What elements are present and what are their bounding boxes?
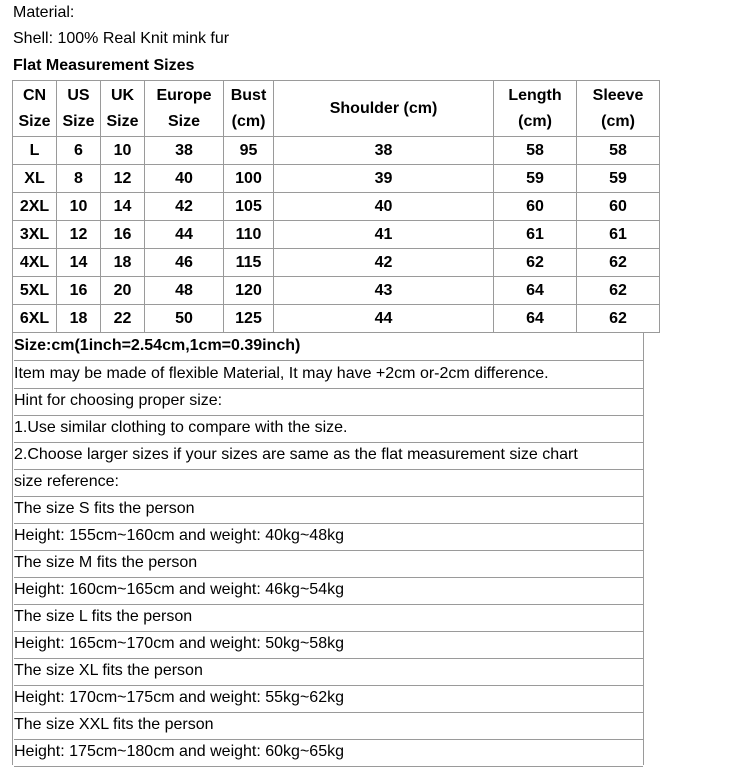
table-cell: 18 [101, 249, 145, 277]
table-cell: 8 [57, 165, 101, 193]
table-cell: XL [13, 165, 57, 193]
column-header [494, 81, 577, 137]
column-header-line: Size [106, 112, 139, 130]
table-cell: 6XL [13, 305, 57, 333]
table-cell: 61 [577, 221, 660, 249]
table-row [13, 193, 660, 221]
column-header [577, 81, 660, 137]
table-cell: 40 [145, 165, 224, 193]
table-cell: 44 [145, 221, 224, 249]
table-cell: 12 [57, 221, 101, 249]
table-cell: 62 [577, 305, 660, 333]
table-row [13, 277, 660, 305]
table-cell: 59 [577, 165, 660, 193]
table-cell: 44 [274, 305, 494, 333]
table-cell: 62 [577, 249, 660, 277]
column-header-line: Length [508, 86, 562, 104]
table-cell: 125 [224, 305, 274, 333]
note-line: Height: 165cm~170cm and weight: 50kg~58kg [14, 631, 643, 659]
table-cell: 12 [101, 165, 145, 193]
table-cell: L [13, 137, 57, 165]
size-unit-note: Size:cm(1inch=2.54cm,1cm=0.39inch) [14, 333, 643, 361]
table-cell: 16 [57, 277, 101, 305]
column-header-line: Europe [156, 86, 212, 104]
table-cell: 50 [145, 305, 224, 333]
table-cell: 6 [57, 137, 101, 165]
table-cell: 62 [494, 249, 577, 277]
table-cell: 61 [494, 221, 577, 249]
table-cell: 105 [224, 193, 274, 221]
table-row [13, 305, 660, 333]
table-cell: 20 [101, 277, 145, 305]
note-line: Height: 155cm~160cm and weight: 40kg~48kg [14, 523, 643, 551]
table-cell: 64 [494, 305, 577, 333]
table-cell: 39 [274, 165, 494, 193]
note-line: Hint for choosing proper size: [14, 388, 643, 416]
table-cell: 42 [274, 249, 494, 277]
table-cell: 10 [101, 137, 145, 165]
material-label: Material: [13, 4, 75, 21]
column-header-line: Bust [230, 86, 267, 104]
column-header [57, 81, 101, 137]
size-chart-table [12, 80, 660, 333]
table-cell: 10 [57, 193, 101, 221]
table-title: Flat Measurement Sizes [13, 57, 195, 74]
column-header-line: CN [22, 86, 47, 104]
column-header-line: Size [62, 112, 95, 130]
table-cell: 43 [274, 277, 494, 305]
note-line: 1.Use similar clothing to compare with the size. [14, 415, 643, 443]
table-cell: 95 [224, 137, 274, 165]
table-cell: 58 [494, 137, 577, 165]
column-header-line: Size [167, 112, 200, 130]
note-line: Height: 175cm~180cm and weight: 60kg~65kg [14, 739, 643, 767]
table-cell: 46 [145, 249, 224, 277]
table-cell: 5XL [13, 277, 57, 305]
column-header-line: (cm) [601, 112, 635, 130]
table-cell: 120 [224, 277, 274, 305]
table-cell: 22 [101, 305, 145, 333]
table-cell: 41 [274, 221, 494, 249]
table-cell: 2XL [13, 193, 57, 221]
table-header-row [13, 81, 660, 137]
table-cell: 16 [101, 221, 145, 249]
column-header [101, 81, 145, 137]
table-cell: 40 [274, 193, 494, 221]
table-cell: 3XL [13, 221, 57, 249]
note-line: The size S fits the person [14, 496, 643, 524]
note-line: size reference: [14, 469, 643, 497]
table-cell: 115 [224, 249, 274, 277]
column-header-line: (cm) [231, 112, 266, 130]
column-header-line: Sleeve [592, 86, 644, 104]
column-header [145, 81, 224, 137]
table-cell: 59 [494, 165, 577, 193]
table-row [13, 249, 660, 277]
note-line: The size XL fits the person [14, 658, 643, 686]
note-line: 2.Choose larger sizes if your sizes are same as the flat measurement size chart [14, 442, 643, 470]
table-row [13, 137, 660, 165]
column-header [224, 81, 274, 137]
column-header-line: (cm) [518, 112, 552, 130]
table-cell: 4XL [13, 249, 57, 277]
note-line: The size XXL fits the person [14, 712, 643, 740]
table-cell: 48 [145, 277, 224, 305]
note-line: The size M fits the person [14, 550, 643, 578]
table-cell: 42 [145, 193, 224, 221]
table-cell: 110 [224, 221, 274, 249]
column-header [274, 81, 494, 137]
table-row [13, 221, 660, 249]
column-header-line: UK [110, 86, 135, 104]
table-cell: 64 [494, 277, 577, 305]
column-header-line: US [67, 86, 90, 104]
table-cell: 60 [577, 193, 660, 221]
table-cell: 60 [494, 193, 577, 221]
note-line: The size L fits the person [14, 604, 643, 632]
table-cell: 38 [145, 137, 224, 165]
table-cell: 62 [577, 277, 660, 305]
table-cell: 18 [57, 305, 101, 333]
table-cell: 14 [57, 249, 101, 277]
shell-description: Shell: 100% Real Knit mink fur [13, 30, 230, 47]
note-line: Height: 160cm~165cm and weight: 46kg~54kg [14, 577, 643, 605]
note-line: Height: 170cm~175cm and weight: 55kg~62kg [14, 685, 643, 713]
size-notes [12, 333, 644, 765]
table-cell: 100 [224, 165, 274, 193]
table-cell: 14 [101, 193, 145, 221]
table-cell: 58 [577, 137, 660, 165]
note-line: Item may be made of flexible Material, It may have +2cm or-2cm difference. [14, 361, 643, 389]
column-header-line: Shoulder (cm) [329, 99, 438, 117]
table-cell: 38 [274, 137, 494, 165]
column-header-line: Size [18, 112, 51, 130]
column-header [13, 81, 57, 137]
table-row [13, 165, 660, 193]
